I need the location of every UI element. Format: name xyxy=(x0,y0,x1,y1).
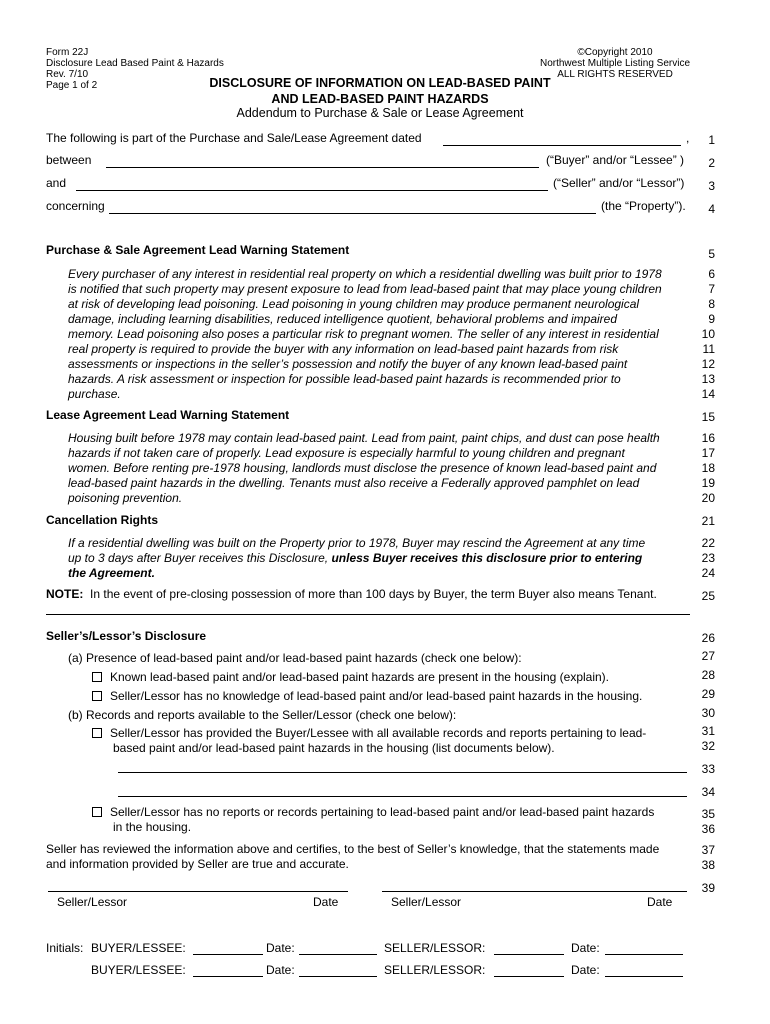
cancellation-text: If a residential dwelling was built on the Property prior to 1978, Buyer may rescind the Agreement at any time up to 3 days after Buyer receives this Disclosure, unless Buyer receives this disclosure prior to entering the Agreement. xyxy=(68,536,646,580)
seller-signature-line-2[interactable] xyxy=(382,891,687,892)
form-name: Disclosure Lead Based Paint & Hazards xyxy=(46,58,224,69)
agreement-intro: The following is part of the Purchase and Sale/Lease Agreement dated xyxy=(46,131,422,145)
line-number: 5 xyxy=(708,247,715,261)
line-number: 8 xyxy=(708,297,715,311)
b-option-provided[interactable]: Seller/Lessor has provided the Buyer/Lessee with all available records and reports pertaining to lead- xyxy=(92,726,646,741)
line-number: 23 xyxy=(701,551,715,565)
line-number: 2 xyxy=(708,156,715,170)
line-number: 28 xyxy=(701,668,715,682)
line-number: 39 xyxy=(701,881,715,895)
agreement-date-field[interactable] xyxy=(443,145,681,146)
rights: ALL RIGHTS RESERVED xyxy=(557,69,673,80)
seller-initials-field-2[interactable] xyxy=(494,976,564,977)
a-option-no-knowledge[interactable]: Seller/Lessor has no knowledge of lead-based paint and/or lead-based paint hazards in the housing. xyxy=(92,689,642,704)
section-b-label: (b) Records and reports available to the Seller/Lessor (check one below): xyxy=(68,708,457,722)
seller-tag: (“Seller” and/or “Lessor”) xyxy=(553,176,685,190)
documents-list-line-1[interactable] xyxy=(118,772,687,773)
note: NOTE: In the event of pre-closing possession of more than 100 days by Buyer, the term Buyer also means Tenant. xyxy=(46,587,657,601)
page-indicator: Page 1 of 2 xyxy=(46,80,98,91)
line-number: 14 xyxy=(701,387,715,401)
buyer-date-field-1[interactable] xyxy=(299,954,377,955)
lease-warning-text: Housing built before 1978 may contain lead-based paint. Lead from paint, paint chips, and dust can pose health hazards if not taken care of properly. Lead exposure is especially harmful to young children and pregnant women. Before renting pre-1978 housing, landlords must disclose the presence of known lead-based paint and lead-based paint hazards in the dwelling. Tenants must also receive a Federally approved pamphlet on lead poisoning prevention. xyxy=(68,431,660,505)
line-number: 17 xyxy=(701,446,715,460)
buyer-initials-field-1[interactable] xyxy=(193,954,263,955)
line-number: 38 xyxy=(701,858,715,872)
seller-initials-field-1[interactable] xyxy=(494,954,564,955)
line-number: 1 xyxy=(708,133,715,147)
organization: Northwest Multiple Listing Service xyxy=(539,58,691,69)
seller-signature-label-1: Seller/Lessor xyxy=(57,895,128,909)
document-subtitle: Addendum to Purchase & Sale or Lease Agreement xyxy=(236,106,524,120)
purchase-warning-text: Every purchaser of any interest in residential real property on which a residential dwelling was built prior to 1978 is notified that such property may present exposure to lead from lead-based paint that may place young children at risk of developing lead poisoning. Lead poisoning in young children may produce permanent neurological damage, including learning disabilities, reduced intelligence quotient, behavioral problems and impaired memory. Lead poisoning also poses a particular risk to pregnant women. The seller of any interest in residential real property is required to provide the buyer with any information on lead-based paint hazards from risk assessments or inspections in the seller’s possession and notify the buyer of any known lead-based paint hazards. A risk assessment or inspection for possible lead-based paint hazards is recommended prior to purchase. xyxy=(68,267,662,401)
line-number: 33 xyxy=(701,762,715,776)
between-label: between xyxy=(46,153,92,167)
line-number: 26 xyxy=(701,631,715,645)
documents-list-line-2[interactable] xyxy=(118,796,687,797)
line-number: 25 xyxy=(701,589,715,603)
section-a-label: (a) Presence of lead-based paint and/or lead-based paint hazards (check one below): xyxy=(68,651,522,665)
line-number: 16 xyxy=(701,431,715,445)
form-revision: Rev. 7/10 xyxy=(46,69,89,80)
line-number: 13 xyxy=(701,372,715,386)
signature-date-label-1: Date xyxy=(313,895,339,909)
line-number: 35 xyxy=(701,807,715,821)
checkbox-no-records[interactable] xyxy=(92,807,102,817)
line-number: 6 xyxy=(708,267,715,281)
line-number: 11 xyxy=(702,342,715,356)
line-number: 32 xyxy=(701,739,715,753)
checkbox-no-knowledge[interactable] xyxy=(92,691,102,701)
buyer-initials-field-2[interactable] xyxy=(193,976,263,977)
line-number: 24 xyxy=(701,566,715,580)
line-number: 12 xyxy=(701,357,715,371)
seller-signature-label-2: Seller/Lessor xyxy=(391,895,462,909)
line-number: 15 xyxy=(701,410,715,424)
signature-date-label-2: Date xyxy=(647,895,673,909)
seller-certification: Seller has reviewed the information above and certifies, to the best of Seller’s knowledge, that the statements made and information provided by Seller are true and accurate. xyxy=(46,842,660,871)
line-number: 4 xyxy=(708,202,715,216)
line-number: 19 xyxy=(701,476,715,490)
seller-disclosure-heading: Seller’s/Lessor’s Disclosure xyxy=(46,629,207,643)
a-option-known[interactable]: Known lead-based paint and/or lead-based paint hazards are present in the housing (explain). xyxy=(92,670,609,685)
seller-date-field-2[interactable] xyxy=(605,976,683,977)
line-number: 10 xyxy=(701,327,715,341)
buyer-name-field[interactable] xyxy=(106,167,539,168)
line-number: 31 xyxy=(701,724,715,738)
document-title: DISCLOSURE OF INFORMATION ON LEAD-BASED PAINT AND LEAD-BASED PAINT HAZARDS xyxy=(209,76,551,106)
b-option-no-records[interactable]: Seller/Lessor has no reports or records pertaining to lead-based paint and/or lead-based paint hazards xyxy=(92,805,654,820)
form-number: Form 22J xyxy=(46,47,89,58)
initials-label: Initials: xyxy=(46,941,84,955)
line-number: 9 xyxy=(708,312,715,326)
property-field[interactable] xyxy=(109,213,596,214)
buyer-date-field-2[interactable] xyxy=(299,976,377,977)
buyer-tag: (“Buyer” and/or “Lessee” ) xyxy=(546,153,685,167)
line-number: 7 xyxy=(708,282,715,296)
line-number: 30 xyxy=(701,706,715,720)
line-number: 20 xyxy=(701,491,715,505)
concerning-label: concerning xyxy=(46,199,105,213)
seller-date-field-1[interactable] xyxy=(605,954,683,955)
line-number: 36 xyxy=(701,822,715,836)
line-number: 18 xyxy=(701,461,715,475)
seller-signature-line-1[interactable] xyxy=(48,891,348,892)
property-tag: (the “Property”). xyxy=(601,199,686,213)
purchase-warning-heading: Purchase & Sale Agreement Lead Warning Statement xyxy=(46,243,350,257)
line-number: 22 xyxy=(701,536,715,550)
line-number: 21 xyxy=(701,514,715,528)
and-label: and xyxy=(46,176,67,190)
line-number: 34 xyxy=(701,785,715,799)
section-divider xyxy=(46,614,690,615)
checkbox-records-provided[interactable] xyxy=(92,728,102,738)
checkbox-known-lead[interactable] xyxy=(92,672,102,682)
cancellation-heading: Cancellation Rights xyxy=(46,513,159,527)
lease-warning-heading: Lease Agreement Lead Warning Statement xyxy=(46,408,290,422)
line-number: 27 xyxy=(701,649,715,663)
line-number: 29 xyxy=(701,687,715,701)
line-number: 37 xyxy=(701,843,715,857)
line-number: 3 xyxy=(708,179,715,193)
copyright: ©Copyright 2010 xyxy=(577,47,653,58)
seller-name-field[interactable] xyxy=(76,190,548,191)
